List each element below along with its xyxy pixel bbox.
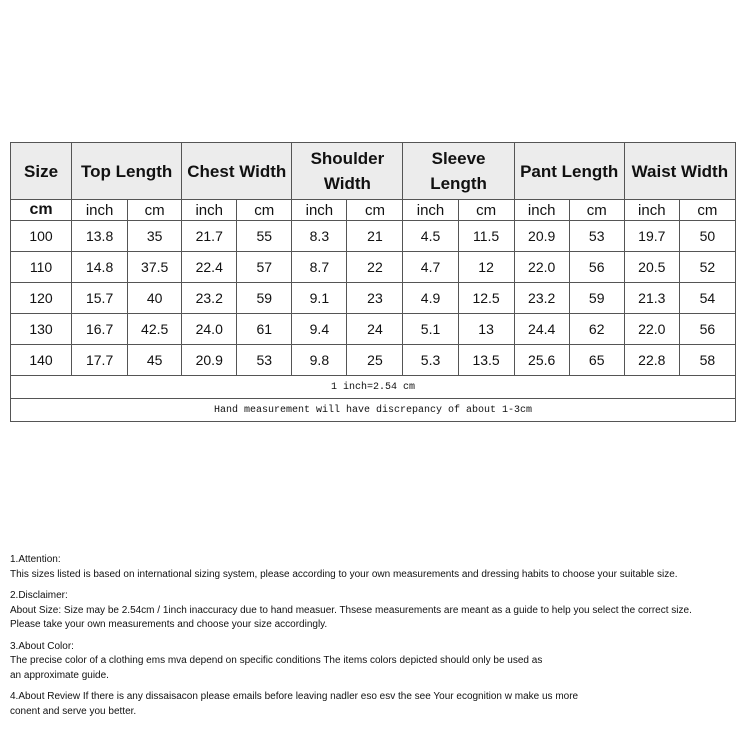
table-cell: 13.5 xyxy=(458,345,514,376)
attention-note xyxy=(10,553,745,582)
table-cell: 11.5 xyxy=(458,221,514,252)
table-cell: 4.7 xyxy=(403,252,458,283)
header-chest-width: Chest Width xyxy=(182,143,292,200)
header-top-length: Top Length xyxy=(72,143,182,200)
table-cell: 21.3 xyxy=(624,283,679,314)
measurement-note-row xyxy=(11,399,736,422)
size-cell: 100 xyxy=(11,221,72,252)
note-text: an approximate guide. xyxy=(10,669,109,681)
table-cell: 19.7 xyxy=(624,221,679,252)
table-cell: 21.7 xyxy=(182,221,237,252)
header-waist-width: Waist Width xyxy=(624,143,735,200)
table-cell: 53 xyxy=(237,345,292,376)
table-cell: 50 xyxy=(679,221,735,252)
table-cell: 24.4 xyxy=(514,314,569,345)
table-cell: 20.9 xyxy=(514,221,569,252)
table-cell: 23.2 xyxy=(182,283,237,314)
table-cell: 16.7 xyxy=(72,314,128,345)
table-cell: 54 xyxy=(679,283,735,314)
table-cell: 23 xyxy=(347,283,403,314)
note-text: About Size: Size may be 2.54cm / 1inch inaccuracy due to hand measuer. Thsese measurements are meant as a guide to help you select the correct size. xyxy=(10,604,692,616)
table-row xyxy=(11,345,736,376)
header-sleeve-length: Sleeve Length xyxy=(403,143,514,200)
unit-cell: inch xyxy=(624,200,679,221)
unit-row xyxy=(11,200,736,221)
table-cell: 5.1 xyxy=(403,314,458,345)
header-pant-length: Pant Length xyxy=(514,143,624,200)
size-cell: 130 xyxy=(11,314,72,345)
unit-cell: cm xyxy=(11,200,72,221)
measurement-note: Hand measurement will have discrepancy of about 1-3cm xyxy=(11,399,736,422)
table-cell: 9.4 xyxy=(292,314,347,345)
note-title: 2.Disclaimer: xyxy=(10,590,68,601)
color-note xyxy=(10,640,745,684)
size-cell: 120 xyxy=(11,283,72,314)
unit-cell: cm xyxy=(347,200,403,221)
table-cell: 15.7 xyxy=(72,283,128,314)
table-cell: 4.5 xyxy=(403,221,458,252)
note-text: 4.About Review If there is any dissaisacon please emails before leaving nadler eso esv the see Your ecognition w make us more xyxy=(10,691,579,702)
table-cell: 62 xyxy=(569,314,624,345)
table-cell: 58 xyxy=(679,345,735,376)
table-row xyxy=(11,221,736,252)
unit-cell: cm xyxy=(458,200,514,221)
table-cell: 8.3 xyxy=(292,221,347,252)
unit-cell: cm xyxy=(679,200,735,221)
header-row xyxy=(11,143,736,200)
unit-cell: inch xyxy=(292,200,347,221)
table-cell: 56 xyxy=(569,252,624,283)
table-cell: 25 xyxy=(347,345,403,376)
table-cell: 4.9 xyxy=(403,283,458,314)
note-title: 1.Attention: xyxy=(10,554,61,565)
table-row xyxy=(11,252,736,283)
table-cell: 9.8 xyxy=(292,345,347,376)
unit-cell: inch xyxy=(72,200,128,221)
header-size: Size xyxy=(11,143,72,200)
table-cell: 13 xyxy=(458,314,514,345)
unit-cell: inch xyxy=(182,200,237,221)
table-cell: 24 xyxy=(347,314,403,345)
table-cell: 21 xyxy=(347,221,403,252)
table-cell: 59 xyxy=(237,283,292,314)
table-cell: 5.3 xyxy=(403,345,458,376)
table-cell: 65 xyxy=(569,345,624,376)
notes-section xyxy=(10,553,745,726)
conversion-note: 1 inch=2.54 cm xyxy=(11,376,736,399)
table-cell: 40 xyxy=(128,283,182,314)
unit-cell: cm xyxy=(237,200,292,221)
table-cell: 17.7 xyxy=(72,345,128,376)
disclaimer-note xyxy=(10,589,745,633)
table-cell: 14.8 xyxy=(72,252,128,283)
conversion-note-row xyxy=(11,376,736,399)
table-cell: 45 xyxy=(128,345,182,376)
table-cell: 22.4 xyxy=(182,252,237,283)
table-cell: 12.5 xyxy=(458,283,514,314)
table-cell: 12 xyxy=(458,252,514,283)
table-cell: 61 xyxy=(237,314,292,345)
size-cell: 140 xyxy=(11,345,72,376)
table-cell: 23.2 xyxy=(514,283,569,314)
note-text: conent and serve you better. xyxy=(10,705,137,717)
table-cell: 37.5 xyxy=(128,252,182,283)
note-text: This sizes listed is based on international sizing system, please according to your own measurements and dressing habits to choose your suitable size. xyxy=(10,568,678,580)
table-cell: 22.0 xyxy=(624,314,679,345)
table-cell: 52 xyxy=(679,252,735,283)
table-cell: 22 xyxy=(347,252,403,283)
note-text: Please take your own measurements and choose your size accordingly. xyxy=(10,619,328,630)
note-title: 3.About Color: xyxy=(10,640,74,652)
unit-cell: cm xyxy=(569,200,624,221)
size-chart-table xyxy=(10,142,736,422)
table-cell: 55 xyxy=(237,221,292,252)
size-cell: 110 xyxy=(11,252,72,283)
table-row xyxy=(11,283,736,314)
review-note xyxy=(10,690,745,719)
table-cell: 9.1 xyxy=(292,283,347,314)
table-cell: 53 xyxy=(569,221,624,252)
table-cell: 8.7 xyxy=(292,252,347,283)
table-cell: 57 xyxy=(237,252,292,283)
table-cell: 59 xyxy=(569,283,624,314)
table-cell: 24.0 xyxy=(182,314,237,345)
table-cell: 22.8 xyxy=(624,345,679,376)
table-cell: 56 xyxy=(679,314,735,345)
note-text: The precise color of a clothing ems mva depend on specific conditions The items colors depicted should only be used as xyxy=(10,655,543,666)
table-cell: 42.5 xyxy=(128,314,182,345)
unit-cell: cm xyxy=(128,200,182,221)
table-cell: 20.9 xyxy=(182,345,237,376)
unit-cell: inch xyxy=(403,200,458,221)
header-shoulder-width: Shoulder Width xyxy=(292,143,403,200)
unit-cell: inch xyxy=(514,200,569,221)
table-row xyxy=(11,314,736,345)
table-cell: 25.6 xyxy=(514,345,569,376)
table-cell: 35 xyxy=(128,221,182,252)
table-cell: 20.5 xyxy=(624,252,679,283)
table-cell: 13.8 xyxy=(72,221,128,252)
table-cell: 22.0 xyxy=(514,252,569,283)
